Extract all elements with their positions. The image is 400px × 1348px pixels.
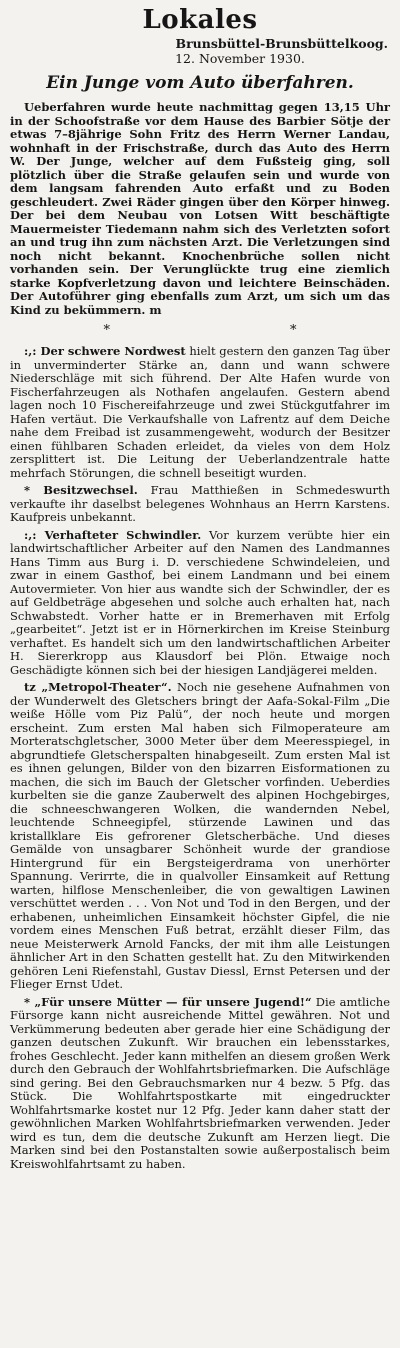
separator-star: * — [103, 323, 110, 338]
news-item-kicker: * „Für unsere Mütter — für unsere Jugend!“ — [24, 994, 312, 1009]
news-item-metropol-theater — [10, 681, 390, 992]
news-item-body: Die amtliche Fürsorge kann nicht ausreichende Mittel gewähren. Not und Verkümmerung bedeuten aber gerade hier eine Schädigung der ganzen deutschen Zukunft. Wir brauchen ein lebensstarkes, frohes Geschlecht. Jeder kann mithelfen an diesem großen Werk durch den Gebrauch der Wohlfahrtsbriefmarken. Die Aufschläge sind gering. Bei den Gebrauchsmarken nur 4 bezw. 5 Pfg. das Stück. Die Wohlfahrtspostkarte mit eingedruckter Wohlfahrtsmarke kostet nur 12 Pfg. Jeder kann daher statt der gewöhnlichen Marken Wohlfahrtsbriefmarken verwenden. Jeder wird es tun, dem die deutsche Zukunft am Herzen liegt. Die Marken sind bei den Postanstalten sowie außerpostalisch beim Kreiswohlfahrtsamt zu haben. — [10, 994, 391, 1171]
article-headline: Ein Junge vom Auto überfahren. — [46, 73, 354, 93]
news-item-body: Frau Matthießen in Schmedeswurth verkaufte ihr daselbst belegenes Wohnhaus an Herrn Karstens. Kaufpreis unbekannt. — [10, 483, 391, 524]
dateline: Brunsbüttel-Brunsbüttelkoog. — [175, 36, 388, 51]
news-item-schwindler — [10, 529, 390, 678]
news-item-nordwest — [10, 345, 390, 480]
newspaper-column — [10, 0, 390, 1171]
issue-date: 12. November 1930. — [175, 51, 305, 66]
section-masthead: Lokales — [142, 5, 258, 35]
news-item-kicker: * Besitzwechsel. — [24, 483, 138, 497]
lead-article-body: Ueberfahren wurde heute nachmittag gegen 13,15 Uhr in der Schoofstraße vor dem Hause des Barbier Sötje der etwas 7–8jährige Sohn Fritz des Herrn Werner Landau, wohnhaft in der Frischstraße, durch das Auto des Herrn W. Der Junge, welcher auf dem Fußsteig ging, soll plötzlich über die Straße gelaufen sein und wurde von dem langsam fahrenden Auto erfaßt und zu Boden geschleudert. Zwei Räder gingen über den Körper hinweg. Der bei dem Neubau von Lotsen Witt beschäftigte Mauermeister Tiedemann nahm sich des Verletzten sofort an und trug ihn zum nächsten Arzt. Die Verletzungen sind noch nicht bekannt. Knochenbrüche sollen nicht vorhanden sein. Der Verunglückte trug eine ziemlich starke Kopfverletzung davon und leichtere Beinschäden. Der Autoführer ging ebenfalls zum Arzt, um sich um das Kind zu bekümmern. m — [10, 100, 390, 317]
separator-star: * — [290, 323, 297, 338]
news-item-kicker: :,: Verhafteter Schwindler. — [24, 527, 202, 542]
news-item-kicker: tz „Metropol-Theater“. — [24, 680, 172, 694]
news-item-wohlfahrt — [10, 996, 390, 1172]
news-item-body: Noch nie gesehene Aufnahmen von der Wunderwelt des Gletschers bringt der Aafa-Sokal-Film „Die weiße Hölle vom Piz Palü“, der noch heute und morgen erscheint. Zum ersten Mal haben sich Filmoperateure am Morteratschgletscher, 3000 Meter über dem Meeresspiegel, in abgrundtiefe Gletscherspalten hinabgeseilt. Zum ersten Mal ist es ihnen gelungen, Bilder von den bizarren Eisformationen zu machen, die sich im Bauch der Gletscher vorfinden. Ueberdies kurbelten sie die ganze Zauberwelt des alpinen Hochgebirges, die schneeschwangeren Wolken, die wandernden Nebel, leuchtende Schneegipfel, stürzende Lawinen und das kristallklare Eis gefrorener Gletscherbäche. Und dieses Gemälde von unsagbarer Schönheit wurde der grandiose Hintergrund für ein Bergsteigerdrama von unerhörter Spannung. Verirrte, die in qualvoller Einsamkeit auf Rettung warten, hilflose Menschenleiber, die von gewaltigen Lawinen verschüttet werden . . . Von Not und Tod in den Bergen, und der erhabenen, unheimlichen Einsamkeit höchster Gipfel, die nie vordem eines Menschen Fuß betrat, erzählt dieser Film, das neue Meisterwerk Arnold Fancks, der mit ihm alle Leistungen ähnlicher Art in den Schatten gestellt hat. Zu den Mitwirkenden gehören Leni Riefenstahl, Gustav Diessl, Ernst Petersen und der Flieger Ernst Udet. — [10, 680, 390, 991]
section-separator — [10, 323, 390, 339]
news-item-body: Vor kurzem verübte hier ein landwirtschaftlicher Arbeiter auf den Namen des Landmannes Hans Timm aus Burg i. D. verschiedene Schwindeleien, und zwar in einem Gasthof, bei einem Landmann und bei einem Autovermieter. Von hier aus wandte sich der Schwindler, der es auf Geldbeträge abgesehen und solche auch erhalten hat, nach Schwabstedt. Vorher hatte er in Bremerhaven mit Erfolg „gearbeitet“. Jetzt ist er in Hörnerkirchen im Kreise Steinburg verhaftet. Es handelt sich um den landwirtschaftlichen Arbeiter H. Siererkropp aus Klausdorf bei Plön. Etwaige noch Geschädigte können sich bei der hiesigen Landjägerei melden. — [10, 527, 390, 677]
news-item-kicker: :,: Der schwere Nordwest — [24, 344, 186, 358]
news-item-besitzwechsel — [10, 484, 390, 525]
news-item-body: hielt gestern den ganzen Tag über in unverminderter Stärke an, dann und wann schwere Niederschläge mit sich führend. Der Alte Hafen wurde von Fischerfahrzeugen als Nothafen angelaufen. Gestern abend lagen noch 10 Fischereifahrzeuge und zwei Stückgutfahrer im Hafen vertäut. Die Verkaufshalle von Lafrentz auf dem Deiche nahe dem Freibad ist zusammengeweht, wodurch der Besitzer einen fühlbaren Schaden erleidet, da vieles von dem Holz zersplittert ist. Die Leitung der Ueberlandzentrale hatte mehrfach Störungen, die schnell beseitigt wurden. — [10, 344, 390, 480]
